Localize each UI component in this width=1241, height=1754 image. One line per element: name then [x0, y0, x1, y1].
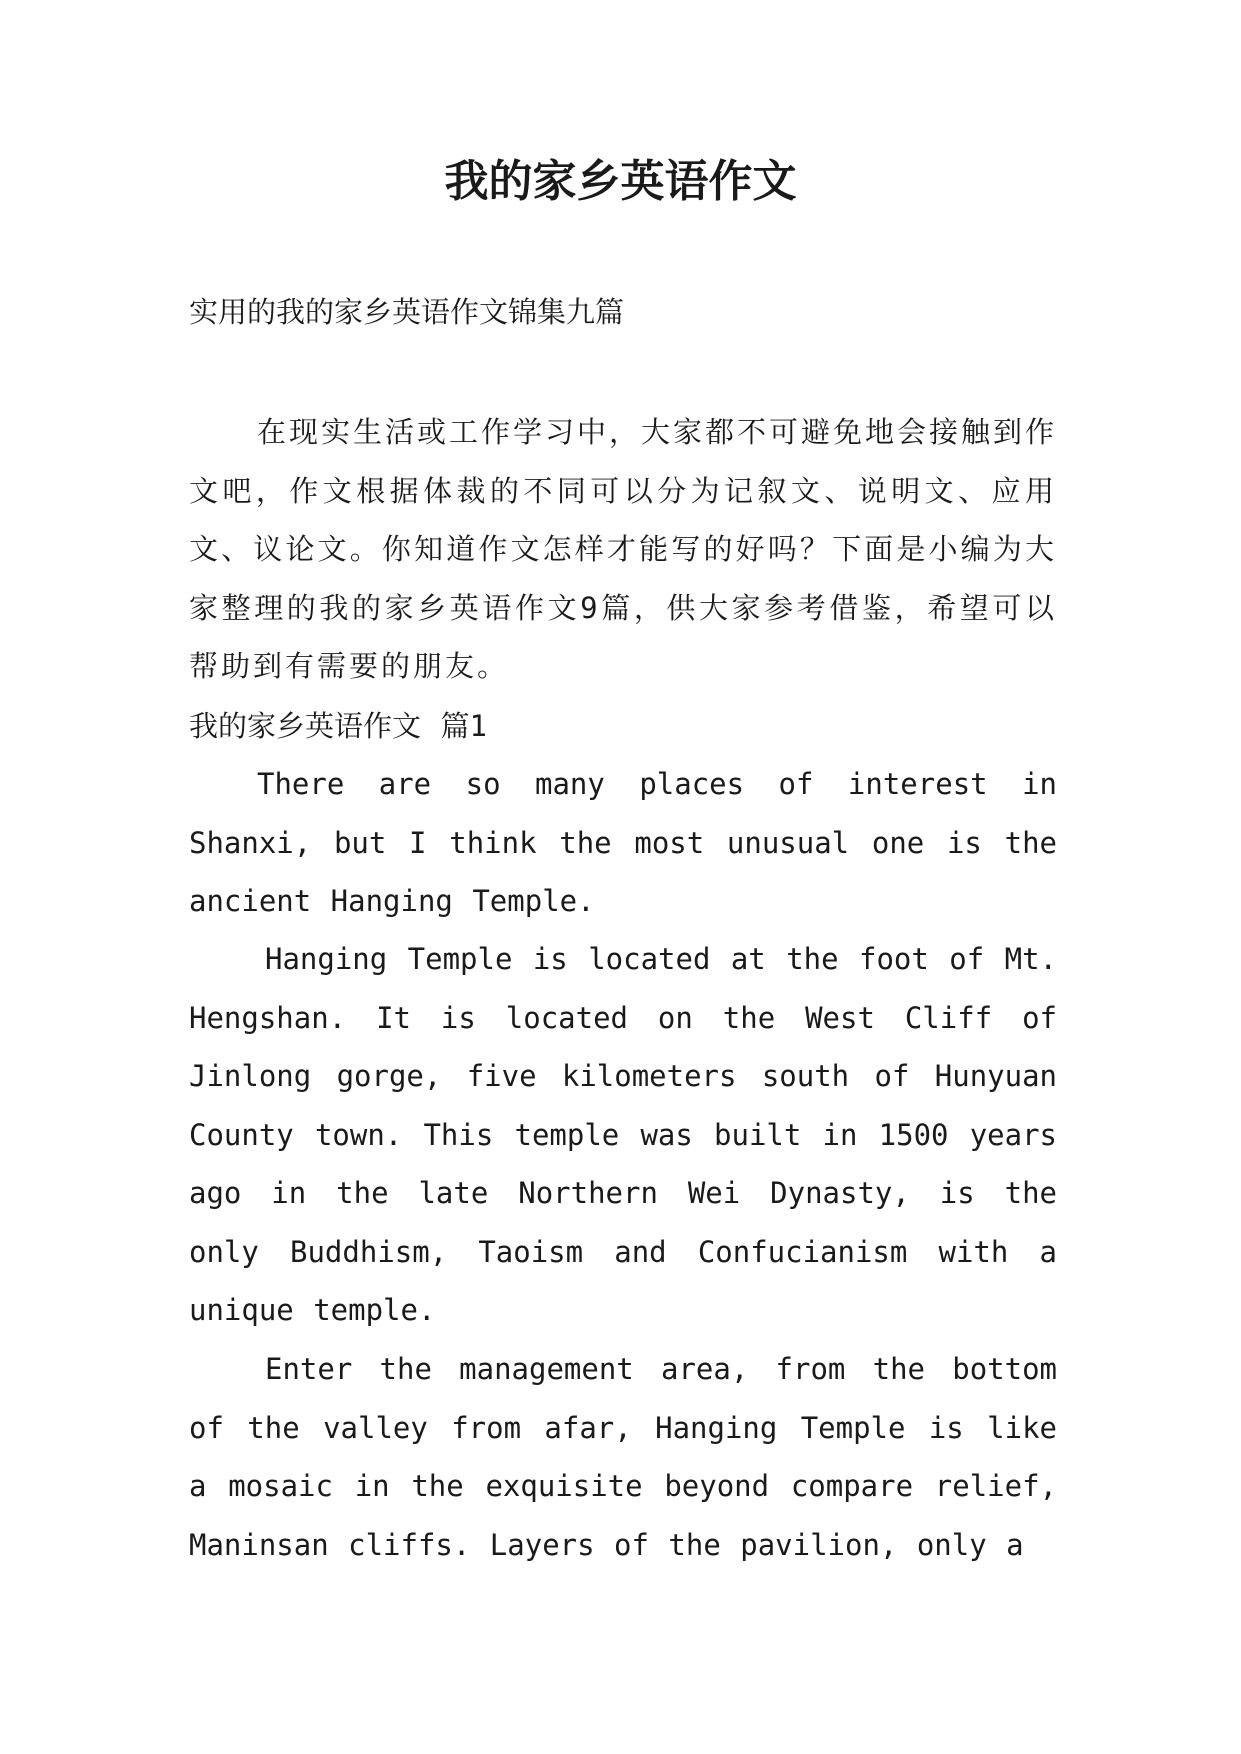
body-paragraph-3: Enter the management area, from the bottom of the valley from afar, Hanging Temple is like a mosaic in the exquisite beyond compare relief, Maninsan cliffs. Layers of the pavilion, only a: [189, 1352, 1057, 1562]
body-paragraph-2: Hanging Temple is located at the foot of Mt. Hengshan. It is located on the West Cliff of Jinlong gorge, five kilometers south of Hunyuan County town. This temple was built in 1500 years ago in the late Northern Wei Dynasty, is the only Buddhism, Taoism and Confucianism with a unique temple.: [189, 942, 1057, 1327]
intro-paragraph: 在现实生活或工作学习中，大家都不可避免地会接触到作文吧，作文根据体裁的不同可以分为记叙文、说明文、应用文、议论文。你知道作文怎样才能写的好吗？下面是小编为大家整理的我的家乡英语作文9篇，供大家参考借鉴，希望可以帮助到有需要的朋友。: [189, 415, 1058, 683]
section-heading: 我的家乡英语作文 篇1: [189, 709, 487, 743]
document-subtitle: 实用的我的家乡英语作文锦集九篇: [189, 295, 625, 329]
body-paragraph-1: There are so many places of interest in Shanxi, but I think the most unusual one is the ancient Hanging Temple.: [189, 767, 1057, 918]
document-title: 我的家乡英语作文: [444, 156, 797, 207]
